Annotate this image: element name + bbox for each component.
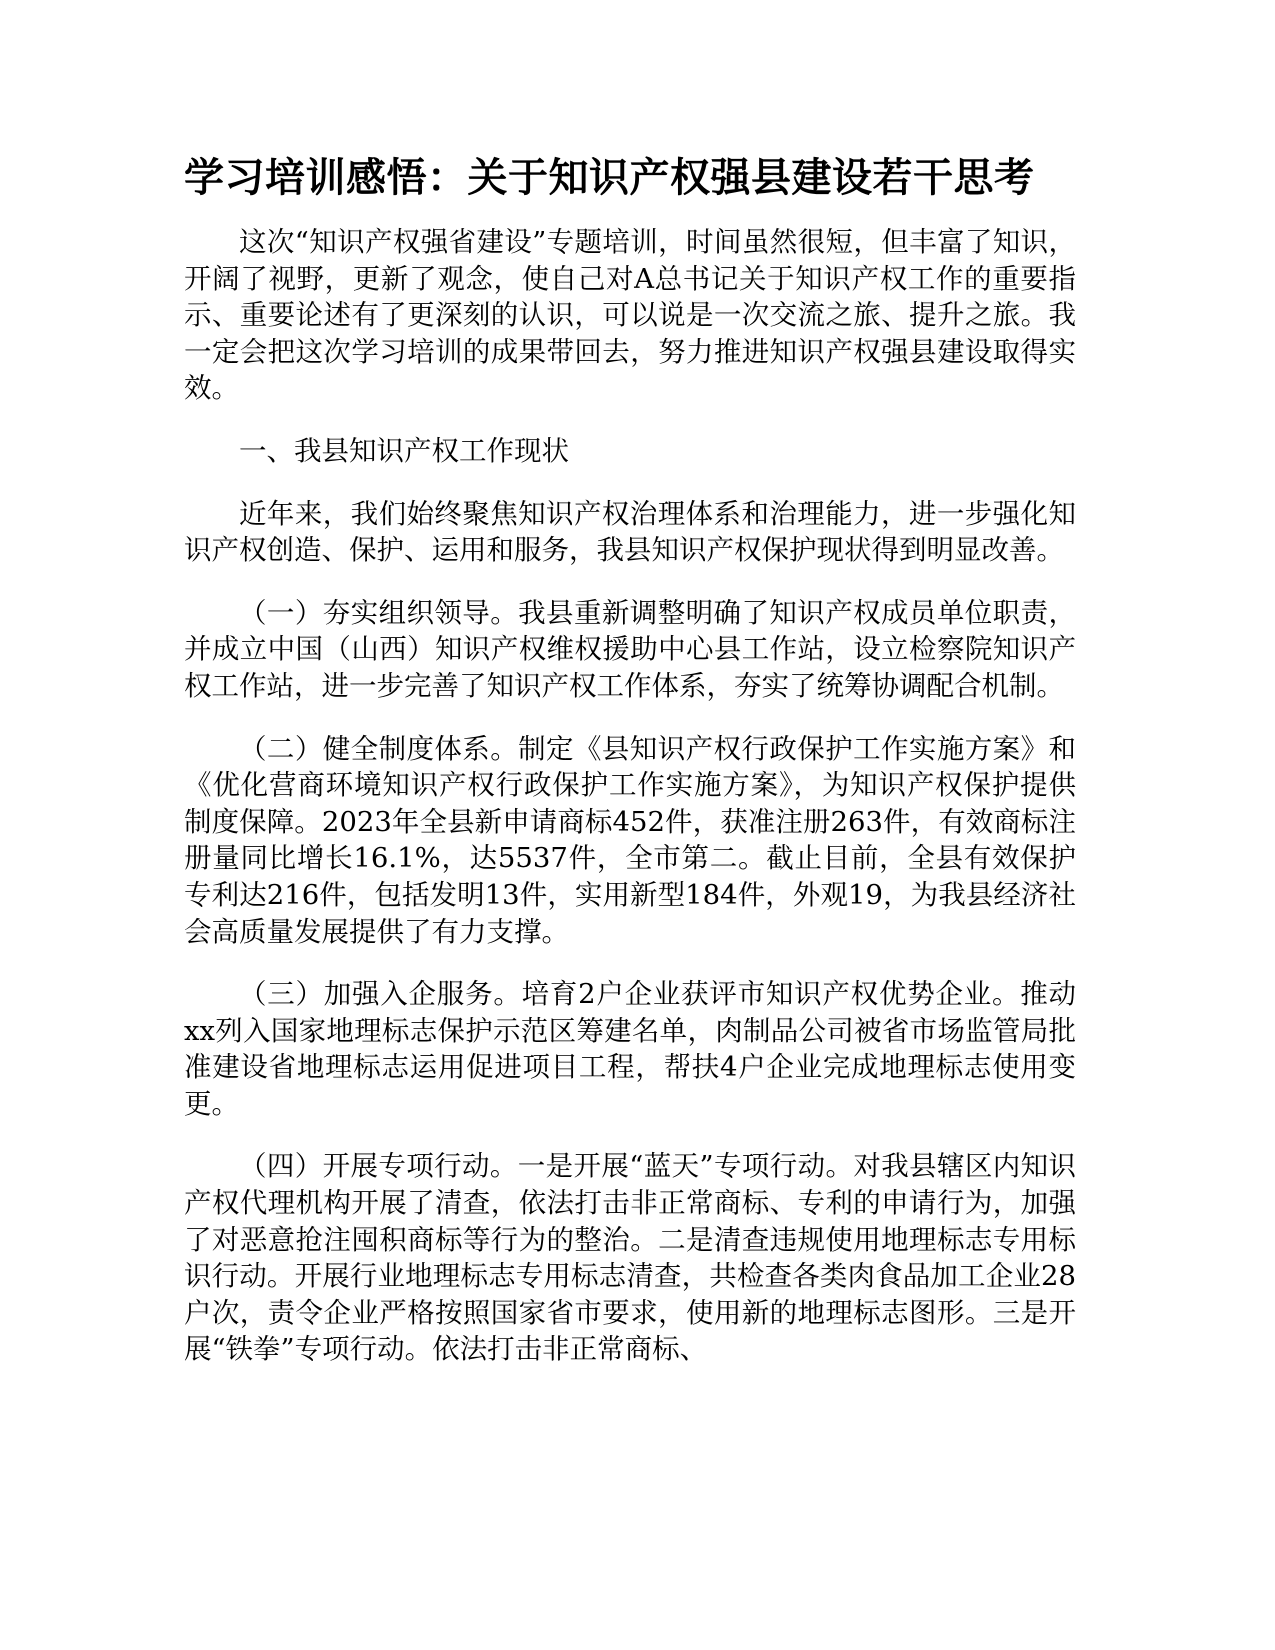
section-heading-current-status: 一、我县知识产权工作现状 [239, 434, 569, 467]
paragraph-spacer [184, 407, 1076, 433]
paragraph-special-actions: （四）开展专项行动。一是开展“蓝天”专项行动。对我县辖区内知识产权代理机构开展了清查，依法打击非正常商标、专利的申请行为，加强了对恶意抢注囤积商标等行为的整治。二是清查违规使用地理标志专用标识行动。开展行业地理标志专用标志清查，共检查各类肉食品加工企业28户次，责令企业严格按照国家省市要求，使用新的地理标志图形。三是开展“铁拳”专项行动。依法打击非正常商标、 [184, 1150, 1076, 1366]
paragraph-spacer [184, 705, 1076, 731]
title-spacer [184, 206, 1076, 224]
document-page [184, 150, 1076, 1368]
paragraph-enterprise-service: （三）加强入企服务。培育2户企业获评市知识产权优势企业。推动xx列入国家地理标志保护示范区筹建名单，肉制品公司被省市场监管局批准建设省地理标志运用促进项目工程，帮扶4户企业完成地理标志使用变更。 [184, 978, 1076, 1120]
paragraph-organization: （一）夯实组织领导。我县重新调整明确了知识产权成员单位职责，并成立中国（山西）知识产权维权援助中心县工作站，设立检察院知识产权工作站，进一步完善了知识产权工作体系，夯实了统筹协调配合机制。 [184, 596, 1076, 702]
paragraph-system: （二）健全制度体系。制定《县知识产权行政保护工作实施方案》和《优化营商环境知识产权行政保护工作实施方案》，为知识产权保护提供制度保障。2023年全县新申请商标452件，获准注册263件，有效商标注册量同比增长16.1%，达5537件，全市第二。截止目前，全县有效保护专利达216件，包括发明13件，实用新型184件，外观19，为我县经济社会高质量发展提供了有力支撑。 [184, 732, 1076, 948]
paragraph-intro: 这次“知识产权强省建设”专题培训，时间虽然很短，但丰富了知识，开阔了视野，更新了观念，使自己对A总书记关于知识产权工作的重要指示、重要论述有了更深刻的认识，可以说是一次交流之旅、提升之旅。我一定会把这次学习培训的成果带回去，努力推进知识产权强县建设取得实效。 [184, 226, 1076, 405]
paragraph-spacer [184, 950, 1076, 976]
paragraph-spacer [184, 569, 1076, 595]
paragraph-overview: 近年来，我们始终聚焦知识产权治理体系和治理能力，进一步强化知识产权创造、保护、运用和服务，我县知识产权保护现状得到明显改善。 [184, 497, 1076, 567]
paragraph-spacer [184, 470, 1076, 496]
paragraph-spacer [184, 1122, 1076, 1148]
document-title: 学习培训感悟：关于知识产权强县建设若干思考 [184, 155, 1035, 201]
